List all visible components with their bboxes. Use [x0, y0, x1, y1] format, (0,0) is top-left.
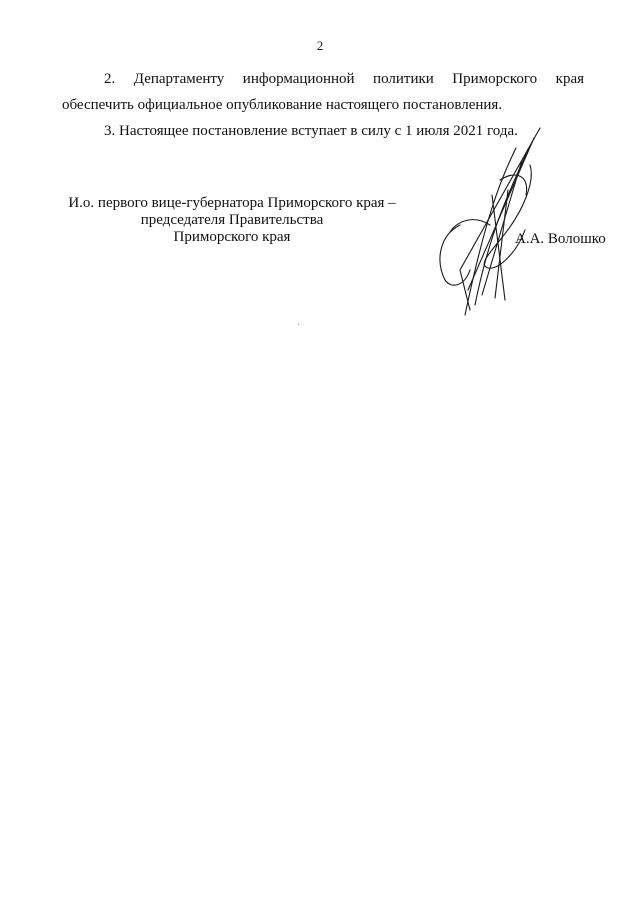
- paragraph-2-line-1: 2. Департаменту информационной политики Приморского края: [104, 71, 584, 87]
- handwritten-signature: [430, 120, 550, 320]
- position-line-2: председателя Правительства: [140, 212, 324, 228]
- scan-speck: [298, 324, 299, 325]
- signer-name: А.А. Волошко: [515, 231, 606, 247]
- paragraph-2-line-2: обеспечить официальное опубликование настоящего постановления.: [62, 97, 503, 113]
- position-line-3: Приморского края: [173, 229, 291, 245]
- paragraph-3: 3. Настоящее постановление вступает в силу с 1 июля 2021 года.: [104, 123, 518, 139]
- paragraph-2: [62, 66, 584, 118]
- position-line-1: И.о. первого вице-губернатора Приморского края –: [68, 195, 396, 211]
- signatory-position: [52, 195, 412, 246]
- page-number: 2: [316, 38, 324, 53]
